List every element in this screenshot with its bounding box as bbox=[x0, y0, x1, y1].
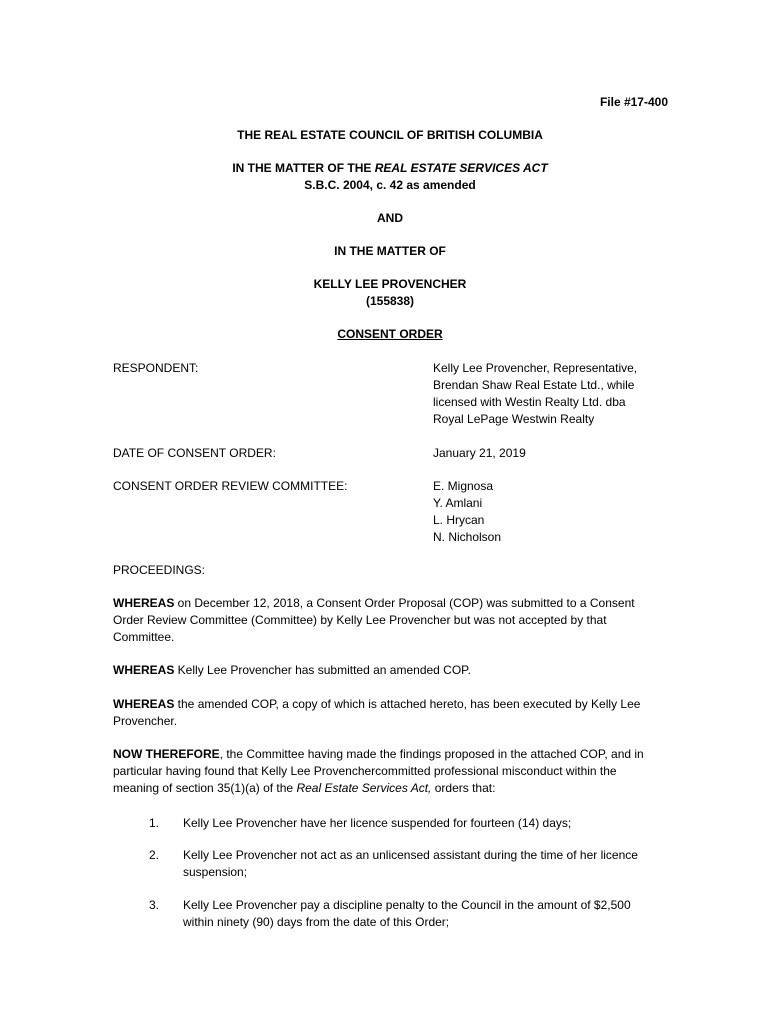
whereas1-line: on December 12, 2018, a Consent Order Proposal (COP) was submitted to a Consent bbox=[174, 596, 635, 610]
order-item-line: Kelly Lee Provencher not act as an unlicensed assistant during the time of her licence bbox=[183, 848, 638, 862]
respondent-number: (155838) bbox=[365, 294, 415, 308]
date-label: DATE OF CONSENT ORDER: bbox=[113, 446, 276, 460]
order-item-number: 3. bbox=[149, 898, 160, 912]
committee-label: CONSENT ORDER REVIEW COMMITTEE: bbox=[113, 479, 348, 493]
respondent-line: licensed with Westin Realty Ltd. dba bbox=[433, 395, 626, 409]
now-line: , the Committee having made the findings proposed in the attached COP, and in bbox=[219, 747, 644, 761]
respondent-name-heading: KELLY LEE PROVENCHER bbox=[313, 277, 467, 291]
whereas1-line: Order Review Committee (Committee) by Kelly Lee Provencher but was not accepted by that bbox=[113, 613, 607, 627]
matter-of-line: IN THE MATTER OF bbox=[334, 244, 446, 258]
committee-member: L. Hrycan bbox=[433, 513, 485, 527]
order-title bbox=[0, 326, 770, 343]
now-therefore-keyword: NOW THEREFORE bbox=[113, 747, 220, 761]
proceedings-label: PROCEEDINGS: bbox=[113, 563, 206, 577]
respondent-value bbox=[433, 360, 683, 428]
act-name: REAL ESTATE SERVICES ACT bbox=[374, 161, 548, 175]
respondent-label: RESPONDENT: bbox=[113, 361, 199, 375]
order-item bbox=[183, 897, 673, 931]
whereas2-text: Kelly Lee Provencher has submitted an amended COP. bbox=[174, 663, 471, 677]
whereas-paragraph-1 bbox=[113, 595, 673, 646]
committee-member: E. Mignosa bbox=[433, 479, 494, 493]
statute-line: S.B.C. 2004, c. 42 as amended bbox=[304, 178, 476, 192]
whereas1-line: Committee. bbox=[113, 630, 175, 644]
order-item-line: suspension; bbox=[183, 865, 248, 879]
whereas-keyword: WHEREAS bbox=[113, 697, 175, 711]
now-therefore-paragraph bbox=[113, 746, 673, 797]
whereas-paragraph-2 bbox=[113, 662, 673, 679]
whereas3-line: the amended COP, a copy of which is attached hereto, has been executed by Kelly Lee bbox=[174, 697, 641, 711]
whereas-keyword: WHEREAS bbox=[113, 663, 175, 677]
now-line: orders that: bbox=[431, 781, 496, 795]
respondent-line: Brendan Shaw Real Estate Ltd., while bbox=[433, 378, 635, 392]
order-item-line: within ninety (90) days from the date of this Order; bbox=[183, 915, 450, 929]
whereas3-line: Provencher. bbox=[113, 714, 178, 728]
committee-member: N. Nicholson bbox=[433, 530, 502, 544]
now-line: meaning of section 35(1)(a) of the bbox=[113, 781, 297, 795]
order-item-line: Kelly Lee Provencher pay a discipline penalty to the Council in the amount of $2,500 bbox=[183, 898, 631, 912]
committee-members bbox=[433, 478, 683, 546]
respondent-line: Kelly Lee Provencher, Representative, bbox=[433, 361, 638, 375]
whereas-keyword: WHEREAS bbox=[113, 596, 175, 610]
order-item bbox=[183, 847, 673, 881]
matter-act-line bbox=[0, 160, 770, 177]
order-item bbox=[183, 815, 673, 832]
order-item-number: 2. bbox=[149, 848, 160, 862]
whereas-paragraph-3 bbox=[113, 696, 673, 730]
council-title: THE REAL ESTATE COUNCIL OF BRITISH COLUMBIA bbox=[237, 128, 543, 142]
and-line: AND bbox=[377, 211, 403, 225]
respondent-line: Royal LePage Westwin Realty bbox=[433, 412, 595, 426]
matter-prefix: IN THE MATTER OF THE bbox=[232, 161, 375, 175]
now-line: particular having found that Kelly Lee Provenchercommitted professional misconduct within the bbox=[113, 764, 617, 778]
act-reference: Real Estate Services Act, bbox=[296, 781, 432, 795]
order-item-line: Kelly Lee Provencher have her licence suspended for fourteen (14) days; bbox=[183, 816, 572, 830]
file-number: File #17-400 bbox=[599, 95, 668, 109]
date-value: January 21, 2019 bbox=[433, 446, 526, 460]
order-title-text: CONSENT ORDER bbox=[337, 327, 443, 341]
committee-member: Y. Amlani bbox=[433, 496, 483, 510]
order-item-number: 1. bbox=[149, 816, 160, 830]
